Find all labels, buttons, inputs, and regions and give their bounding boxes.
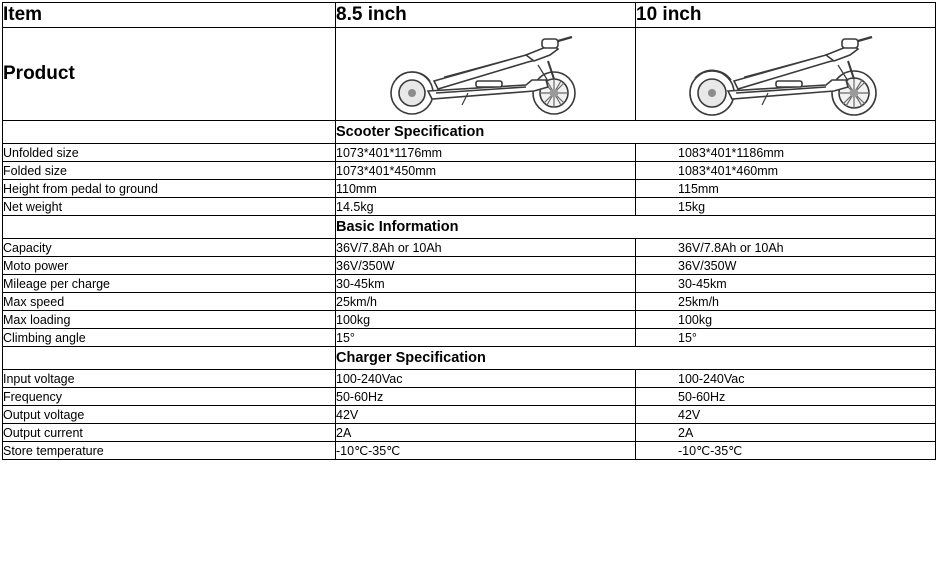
row-value-85: 36V/350W bbox=[336, 257, 636, 275]
product-row bbox=[3, 28, 936, 121]
row-value-10: 115mm bbox=[636, 180, 936, 198]
table-row bbox=[3, 424, 936, 442]
row-label: Max loading bbox=[3, 311, 336, 329]
table-row bbox=[3, 275, 936, 293]
table-row bbox=[3, 144, 936, 162]
table-row bbox=[3, 442, 936, 460]
row-value-85: 25km/h bbox=[336, 293, 636, 311]
table-row bbox=[3, 388, 936, 406]
row-value-85: -10℃-35℃ bbox=[336, 442, 636, 460]
row-value-85: 36V/7.8Ah or 10Ah bbox=[336, 239, 636, 257]
row-label: Output voltage bbox=[3, 406, 336, 424]
section-title-scooter-specification: Scooter Specification bbox=[336, 121, 936, 144]
row-value-85: 50-60Hz bbox=[336, 388, 636, 406]
table-row bbox=[3, 180, 936, 198]
section-header-row bbox=[3, 121, 936, 144]
table-row bbox=[3, 329, 936, 347]
row-value-10: 2A bbox=[636, 424, 936, 442]
row-value-85: 14.5kg bbox=[336, 198, 636, 216]
row-value-85: 1073*401*1176mm bbox=[336, 144, 636, 162]
row-value-10: 15° bbox=[636, 329, 936, 347]
row-value-10: 25km/h bbox=[636, 293, 936, 311]
row-label: Unfolded size bbox=[3, 144, 336, 162]
row-value-10: 100kg bbox=[636, 311, 936, 329]
row-value-10: 100-240Vac bbox=[636, 370, 936, 388]
table-row bbox=[3, 257, 936, 275]
row-label: Input voltage bbox=[3, 370, 336, 388]
row-label: Frequency bbox=[3, 388, 336, 406]
row-value-10: -10℃-35℃ bbox=[636, 442, 936, 460]
row-value-85: 1073*401*450mm bbox=[336, 162, 636, 180]
section-title-basic-information: Basic Information bbox=[336, 216, 936, 239]
specification-table bbox=[2, 2, 936, 460]
header-10-cell: 10 inch bbox=[636, 3, 936, 28]
table-row bbox=[3, 239, 936, 257]
product-label: Product bbox=[3, 28, 336, 121]
table-row bbox=[3, 293, 936, 311]
scooter-85-icon bbox=[336, 28, 635, 120]
product-image-10-cell bbox=[636, 28, 936, 121]
section-spacer-cell bbox=[3, 216, 336, 239]
row-label: Mileage per charge bbox=[3, 275, 336, 293]
table-row bbox=[3, 370, 936, 388]
row-value-85: 100kg bbox=[336, 311, 636, 329]
row-value-10: 42V bbox=[636, 406, 936, 424]
row-value-85: 30-45km bbox=[336, 275, 636, 293]
row-value-85: 110mm bbox=[336, 180, 636, 198]
row-value-85: 2A bbox=[336, 424, 636, 442]
section-title-charger-specification: Charger Specification bbox=[336, 347, 936, 370]
row-label: Climbing angle bbox=[3, 329, 336, 347]
section-header-row bbox=[3, 347, 936, 370]
row-label: Net weight bbox=[3, 198, 336, 216]
row-label: Height from pedal to ground bbox=[3, 180, 336, 198]
row-label: Max speed bbox=[3, 293, 336, 311]
row-value-10: 15kg bbox=[636, 198, 936, 216]
row-value-85: 42V bbox=[336, 406, 636, 424]
row-label: Output current bbox=[3, 424, 336, 442]
row-value-10: 36V/350W bbox=[636, 257, 936, 275]
table-row bbox=[3, 162, 936, 180]
section-spacer-cell bbox=[3, 121, 336, 144]
table-row bbox=[3, 198, 936, 216]
header-item-cell: Item bbox=[3, 3, 336, 28]
row-value-85: 100-240Vac bbox=[336, 370, 636, 388]
table-header-row bbox=[3, 3, 936, 28]
table-row bbox=[3, 406, 936, 424]
row-value-85: 15° bbox=[336, 329, 636, 347]
row-value-10: 1083*401*1186mm bbox=[636, 144, 936, 162]
row-value-10: 1083*401*460mm bbox=[636, 162, 936, 180]
row-value-10: 36V/7.8Ah or 10Ah bbox=[636, 239, 936, 257]
table-row bbox=[3, 311, 936, 329]
product-image-85-cell bbox=[336, 28, 636, 121]
row-label: Folded size bbox=[3, 162, 336, 180]
row-value-10: 50-60Hz bbox=[636, 388, 936, 406]
header-85-cell: 8.5 inch bbox=[336, 3, 636, 28]
row-label: Moto power bbox=[3, 257, 336, 275]
section-spacer-cell bbox=[3, 347, 336, 370]
row-value-10: 30-45km bbox=[636, 275, 936, 293]
row-label: Store temperature bbox=[3, 442, 336, 460]
section-header-row bbox=[3, 216, 936, 239]
scooter-10-icon bbox=[636, 28, 935, 120]
row-label: Capacity bbox=[3, 239, 336, 257]
